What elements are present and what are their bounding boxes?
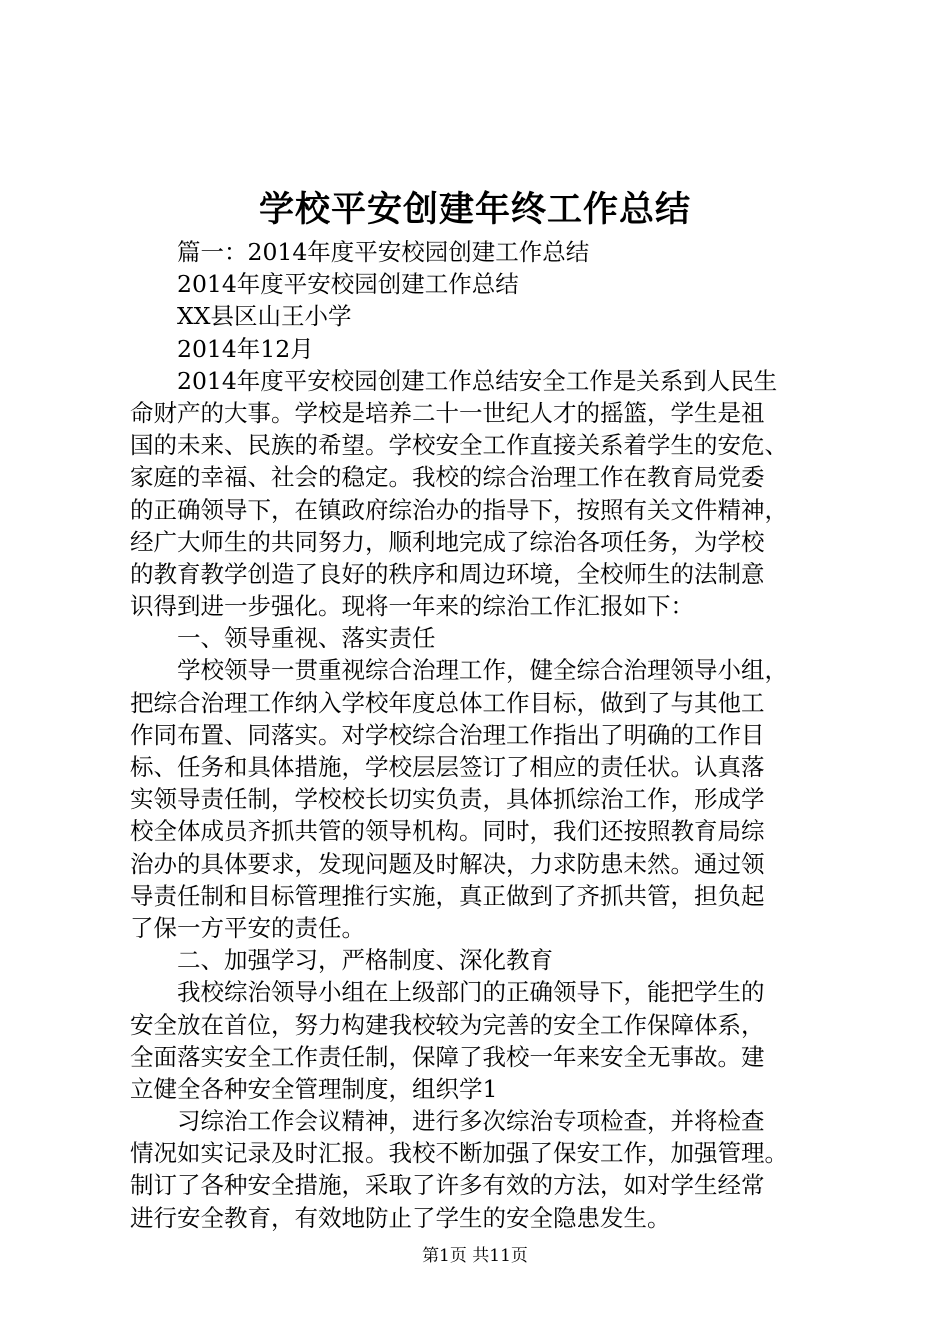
page-footer: 第1页 共11页	[422, 1246, 528, 1266]
text-line: 导责任制和目标管理推行实施，真正做到了齐抓共管，担负起	[130, 881, 765, 910]
text-line: 二、加强学习，严格制度、深化教育	[177, 946, 553, 975]
text-line: 学校领导一贯重视综合治理工作，健全综合治理领导小组，	[177, 656, 788, 685]
text-line: 命财产的大事。学校是培养二十一世纪人才的摇篮，学生是祖	[130, 398, 765, 427]
document-body	[130, 236, 835, 1234]
text-line: 了保一方平安的责任。	[130, 913, 365, 942]
text-line: 篇一：2014年度平安校园创建工作总结	[177, 238, 590, 266]
text-line: 习综治工作会议精神，进行多次综治专项检查，并将检查	[177, 1107, 765, 1136]
text-line: 作同布置、同落实。对学校综合治理工作指出了明确的工作目	[130, 720, 765, 749]
text-line: 制订了各种安全措施，采取了许多有效的方法，如对学生经常	[130, 1171, 765, 1200]
text-line: 经广大师生的共同努力，顺利地完成了综治各项任务，为学校	[130, 527, 765, 556]
text-line: 安全放在首位，努力构建我校较为完善的安全工作保障体系，	[130, 1010, 765, 1039]
text-line: 把综合治理工作纳入学校年度总体工作目标，做到了与其他工	[130, 688, 765, 717]
text-line: 治办的具体要求，发现问题及时解决，力求防患未然。通过领	[130, 849, 765, 878]
text-line: 实领导责任制，学校校长切实负责，具体抓综治工作，形成学	[130, 785, 765, 814]
text-line: 进行安全教育，有效地防止了学生的安全隐患发生。	[130, 1203, 671, 1232]
text-line: 一、领导重视、落实责任	[177, 624, 436, 653]
document-title: 学校平安创建年终工作总结	[258, 189, 691, 230]
text-line: 校全体成员齐抓共管的领导机构。同时，我们还按照教育局综	[130, 817, 765, 846]
text-line: 2014年度平安校园创建工作总结	[177, 270, 519, 299]
text-line: 家庭的幸福、社会的稳定。我校的综合治理工作在教育局党委	[130, 463, 765, 492]
text-line: 识得到进一步强化。现将一年来的综治工作汇报如下：	[130, 592, 694, 621]
text-line: 标、任务和具体措施，学校层层签订了相应的责任状。认真落	[130, 753, 765, 781]
text-line: 立健全各种安全管理制度，组织学1	[130, 1074, 498, 1103]
text-line: 全面落实安全工作责任制，保障了我校一年来安全无事故。建	[130, 1042, 765, 1071]
text-line: XX县区山王小学	[177, 302, 352, 331]
text-line: 国的未来、民族的希望。学校安全工作直接关系着学生的安危、	[130, 431, 788, 460]
text-line: 的正确领导下，在镇政府综治办的指导下，按照有关文件精神，	[130, 495, 788, 524]
text-line: 2014年12月	[177, 334, 314, 363]
text-line: 情况如实记录及时汇报。我校不断加强了保安工作，加强管理。	[130, 1139, 788, 1168]
text-line: 我校综治领导小组在上级部门的正确领导下，能把学生的	[177, 978, 765, 1007]
text-line: 2014年度平安校园创建工作总结安全工作是关系到人民生	[177, 366, 778, 395]
text-line: 的教育教学创造了良好的秩序和周边环境，全校师生的法制意	[130, 559, 765, 588]
